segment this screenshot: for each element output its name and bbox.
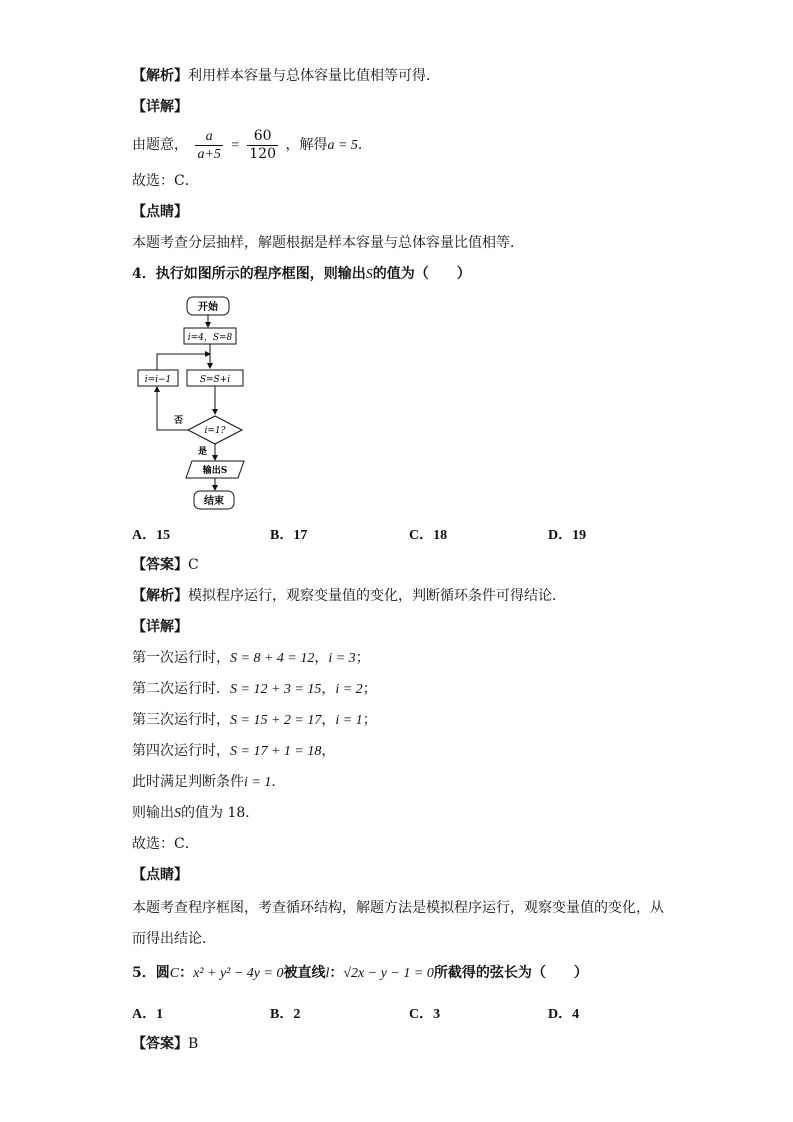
derive-suffix: ，解得 <box>285 137 328 153</box>
q4-option-b: B．17 <box>270 528 308 543</box>
flow-init-text: i=4，S=8 <box>187 333 233 343</box>
q3-choose: 故选：C． <box>132 173 199 189</box>
q4-step-1: 第一次运行时，S = 8 + 4 = 12，i = 3； <box>132 650 370 666</box>
q4-step-3: 第三次运行时，S = 15 + 2 = 17，i = 1； <box>132 712 377 728</box>
analysis-text: 模拟程序运行，观察变量值的变化，判断循环条件可得结论． <box>188 588 566 604</box>
flow-update-s-text: S=S+i <box>199 375 231 385</box>
q4-option-a: A．15 <box>132 528 171 543</box>
answer-value: B <box>188 1036 199 1052</box>
detail-tag: 【详解】 <box>132 99 188 115</box>
fraction-a <box>195 128 222 163</box>
q5-option-a: A．1 <box>132 1007 164 1022</box>
q4-step-4: 第四次运行时，S = 17 + 1 = 18， <box>132 743 336 759</box>
q5-option-b: B．2 <box>270 1007 301 1022</box>
detail-tag: 【详解】 <box>132 619 188 635</box>
flow-no-label: 否 <box>174 416 184 426</box>
q4-step-2: 第二次运行时．S = 12 + 3 = 15，i = 2； <box>132 681 377 697</box>
q5-question: 5．圆C：x² + y² − 4y = 0被直线l：√2x − y − 1 = 0所截得的弦长为（ ） <box>132 965 588 981</box>
comment-tag: 【点睛】 <box>132 204 188 220</box>
question-text-post: 的值为（ ） <box>372 266 471 282</box>
analysis-tag: 【解析】 <box>132 588 188 604</box>
analysis-tag: 【解析】 <box>132 68 188 84</box>
flow-end-text: 结束 <box>204 496 224 507</box>
q3-derivation: 由题意， $\frac{a}{a+5}$ = $\frac{60}{120}$ ，解得a = 5． <box>132 127 372 162</box>
frac-denominator: a+5 <box>197 146 221 162</box>
q4-detail-tag <box>132 617 188 637</box>
answer-tag: 【答案】 <box>132 1036 188 1052</box>
solution: a = 5 <box>327 138 358 153</box>
flow-update-i-text: i=i−1 <box>144 375 172 385</box>
flow-output-text: 输出S <box>202 466 228 476</box>
frac-numerator: a <box>195 128 222 146</box>
analysis-text: 利用样本容量与总体容量比值相等可得． <box>188 68 440 84</box>
q5-option-d: D．4 <box>548 1007 580 1022</box>
question-text: 4．执行如图所示的程序框图，则输出 <box>132 266 366 282</box>
derive-prefix: 由题意， <box>132 137 188 153</box>
fraction-b <box>247 128 278 163</box>
period: ． <box>357 137 372 153</box>
q4-choose: 故选：C． <box>132 836 199 852</box>
answer-value: C <box>188 557 199 573</box>
flow-start-text: 开始 <box>198 302 218 313</box>
q3-analysis <box>132 66 440 86</box>
frac-denominator: 120 <box>249 145 276 162</box>
flow-decision-text: i=1? <box>204 426 226 436</box>
q4-comment-tag <box>132 865 188 885</box>
q5-answer <box>132 1034 198 1054</box>
q4-option-c: C．18 <box>409 528 448 543</box>
q4-analysis <box>132 586 566 606</box>
q3-comment-tag <box>132 202 188 222</box>
question-var: S <box>365 267 373 282</box>
answer-tag: 【答案】 <box>132 557 188 573</box>
q5-option-c: C．3 <box>409 1007 441 1022</box>
q4-answer <box>132 555 199 575</box>
q3-detail-tag <box>132 97 188 117</box>
q4-output: 则输出S的值为 18． <box>132 805 260 821</box>
q3-comment: 本题考查分层抽样，解题根据是样本容量与总体容量比值相等． <box>132 235 524 251</box>
flow-yes-label: 是 <box>198 447 208 457</box>
q4-question <box>132 264 471 285</box>
flowchart <box>132 292 262 514</box>
frac-numerator: 60 <box>247 128 278 146</box>
q4-condition-met: 此时满足判断条件i = 1． <box>132 774 286 790</box>
q4-comment-line2: 而得出结论． <box>132 931 216 947</box>
comment-tag: 【点睛】 <box>132 867 188 883</box>
q4-option-d: D．19 <box>548 528 587 543</box>
q4-comment-line1: 本题考查程序框图，考查循环结构，解题方法是模拟程序运行，观察变量值的变化，从 <box>132 900 664 916</box>
